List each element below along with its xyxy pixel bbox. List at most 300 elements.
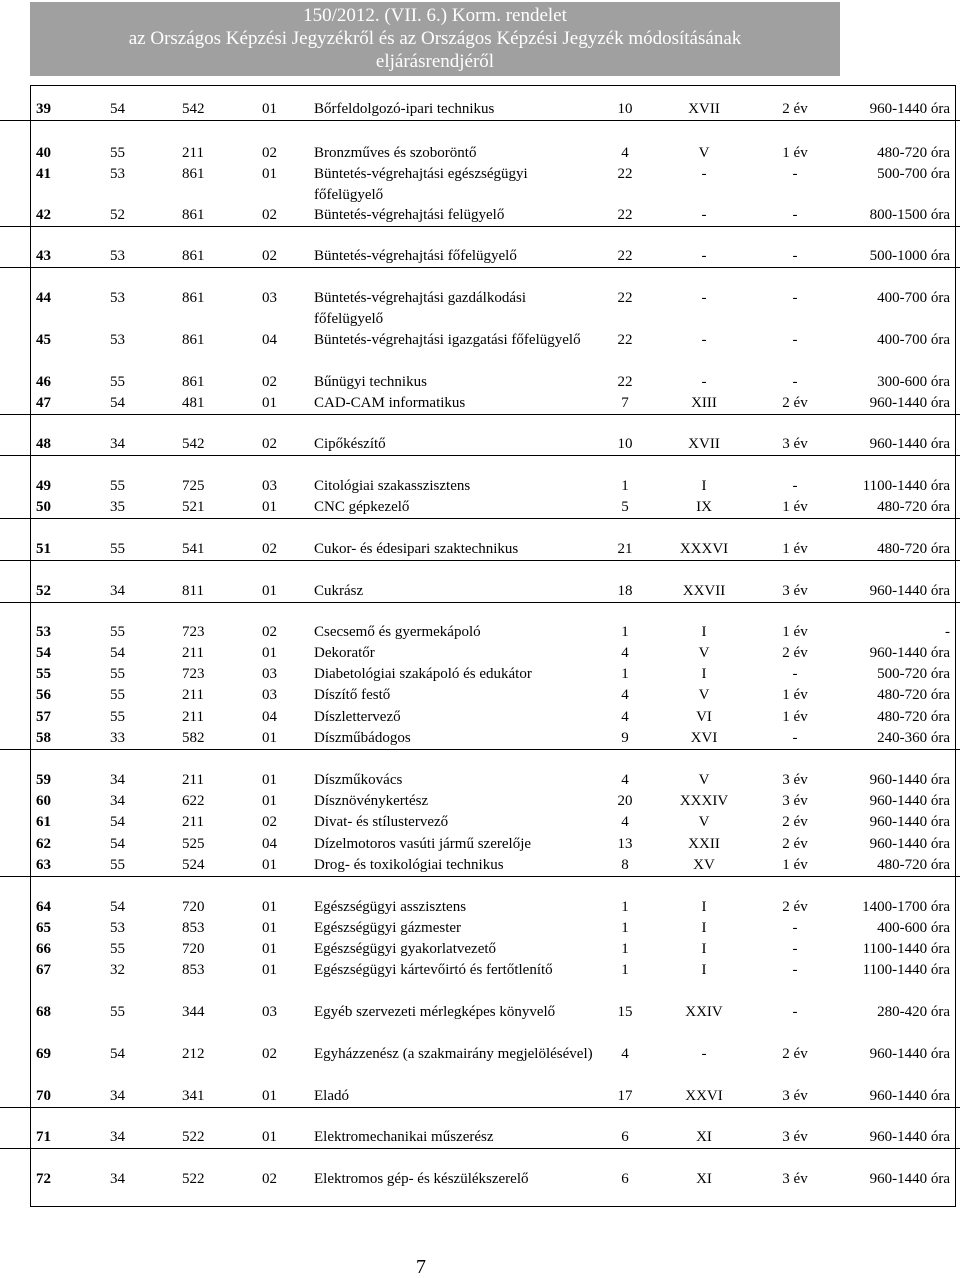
sector-number: 4: [621, 145, 629, 161]
duration-years: 1 év: [782, 541, 808, 557]
code-part-2: 481: [182, 395, 205, 411]
code-part-3: 03: [262, 478, 277, 494]
roman-group: I: [701, 962, 707, 978]
code-part-1: 55: [110, 1004, 125, 1020]
code-part-3: 04: [262, 709, 277, 725]
code-part-2: 723: [182, 624, 205, 640]
row-number: 43: [36, 248, 51, 264]
code-part-3: 04: [262, 836, 277, 852]
roman-group: I: [701, 899, 707, 915]
table-row: [0, 939, 960, 960]
row-number: 51: [36, 541, 51, 557]
qualification-name: Egészségügyi kártevőirtó és fertőtlenítő: [314, 962, 553, 978]
code-part-3: 01: [262, 101, 277, 117]
qualification-name: Díszlettervező: [314, 709, 401, 725]
roman-group: IX: [696, 499, 712, 515]
code-part-3: 02: [262, 145, 277, 161]
qualification-name: Dísznövénykertész: [314, 793, 429, 809]
row-number: 72: [36, 1171, 51, 1187]
qualification-name: Bronzműves és szoboröntő: [314, 145, 477, 161]
code-part-1: 34: [110, 436, 125, 452]
code-part-2: 542: [182, 436, 205, 452]
duration-years: -: [792, 374, 798, 390]
code-part-1: 52: [110, 207, 125, 223]
duration-years: -: [792, 666, 798, 682]
duration-hours: 1100-1440 óra: [862, 478, 950, 494]
code-part-2: 811: [182, 583, 204, 599]
code-part-2: 525: [182, 836, 205, 852]
code-part-3: 02: [262, 1171, 277, 1187]
code-part-1: 54: [110, 836, 125, 852]
code-part-3: 02: [262, 624, 277, 640]
qualification-name: CNC gépkezelő: [314, 499, 410, 515]
sector-number: 8: [621, 857, 629, 873]
row-number: 44: [36, 290, 51, 306]
code-part-2: 723: [182, 666, 205, 682]
code-part-1: 55: [110, 374, 125, 390]
row-number: 62: [36, 836, 51, 852]
header-title-line2: az Országos Képzési Jegyzékről és az Országos Képzési Jegyzék módosításának: [128, 28, 742, 49]
sector-number: 4: [621, 687, 629, 703]
code-part-1: 34: [110, 583, 125, 599]
code-part-3: 03: [262, 290, 277, 306]
table-row: [0, 143, 960, 164]
duration-years: 3 év: [782, 1129, 808, 1145]
qualification-name: Büntetés-végrehajtási gazdálkodási főfelügyelő: [314, 290, 527, 327]
duration-years: 2 év: [782, 395, 808, 411]
code-part-3: 02: [262, 248, 277, 264]
sector-number: 6: [621, 1129, 629, 1145]
row-number: 69: [36, 1046, 51, 1062]
code-part-3: 01: [262, 645, 277, 661]
code-part-2: 522: [182, 1171, 205, 1187]
row-number: 55: [36, 666, 51, 682]
roman-group: XVI: [690, 730, 718, 746]
qualification-name: Egészségügyi asszisztens: [314, 899, 467, 915]
roman-group: XXVII: [682, 583, 726, 599]
duration-hours: 960-1440 óra: [869, 1171, 950, 1187]
table-row: [0, 393, 960, 415]
duration-years: 1 év: [782, 687, 808, 703]
row-number: 58: [36, 730, 51, 746]
code-part-3: 02: [262, 814, 277, 830]
sector-number: 1: [621, 478, 629, 494]
row-number: 60: [36, 793, 51, 809]
code-part-1: 54: [110, 1046, 125, 1062]
code-part-1: 34: [110, 1088, 125, 1104]
duration-years: -: [792, 941, 798, 957]
code-part-3: 03: [262, 666, 277, 682]
roman-group: -: [701, 1046, 707, 1062]
code-part-2: 725: [182, 478, 205, 494]
code-part-2: 542: [182, 101, 205, 117]
duration-hours: 1100-1440 óra: [862, 962, 950, 978]
row-number: 54: [36, 645, 51, 661]
duration-years: 3 év: [782, 436, 808, 452]
header-title-line1: 150/2012. (VII. 6.) Korm. rendelet: [303, 5, 567, 26]
roman-group: -: [701, 374, 707, 390]
code-part-1: 55: [110, 624, 125, 640]
sector-number: 22: [617, 207, 633, 223]
row-number: 48: [36, 436, 51, 452]
duration-hours: -: [945, 624, 950, 640]
roman-group: -: [701, 248, 707, 264]
code-part-2: 521: [182, 499, 205, 515]
duration-hours: 400-600 óra: [877, 920, 950, 936]
code-part-1: 55: [110, 478, 125, 494]
table-row: [0, 539, 960, 561]
code-part-3: 02: [262, 207, 277, 223]
code-part-2: 861: [182, 248, 205, 264]
code-part-3: 01: [262, 1088, 277, 1104]
code-part-3: 01: [262, 962, 277, 978]
qualification-name: Bőrfeldolgozó-ipari technikus: [314, 101, 495, 117]
duration-years: 1 év: [782, 624, 808, 640]
duration-years: 3 év: [782, 583, 808, 599]
qualification-name: Dízelmotoros vasúti jármű szerelője: [314, 836, 532, 852]
sector-number: 1: [621, 899, 629, 915]
code-part-2: 861: [182, 290, 205, 306]
sector-number: 15: [617, 1004, 633, 1020]
duration-hours: 960-1440 óra: [869, 395, 950, 411]
sector-number: 13: [617, 836, 633, 852]
code-part-3: 02: [262, 541, 277, 557]
code-part-3: 01: [262, 941, 277, 957]
code-part-1: 55: [110, 687, 125, 703]
code-part-1: 55: [110, 709, 125, 725]
roman-group: XI: [696, 1171, 712, 1187]
duration-years: -: [792, 332, 798, 348]
duration-years: -: [792, 248, 798, 264]
sector-number: 22: [617, 290, 633, 306]
duration-years: 3 év: [782, 793, 808, 809]
table-row: [0, 728, 960, 750]
row-number: 42: [36, 207, 51, 223]
table-row: [0, 834, 960, 855]
qualification-name: CAD-CAM informatikus: [314, 395, 466, 411]
code-part-1: 53: [110, 166, 125, 182]
code-part-2: 861: [182, 207, 205, 223]
qualification-name: Diabetológiai szakápoló és edukátor: [314, 666, 532, 682]
row-number: 66: [36, 941, 51, 957]
duration-years: 1 év: [782, 499, 808, 515]
code-part-1: 53: [110, 920, 125, 936]
duration-hours: 960-1440 óra: [869, 645, 950, 661]
duration-years: 2 év: [782, 814, 808, 830]
roman-group: I: [701, 666, 707, 682]
duration-hours: 480-720 óra: [877, 709, 950, 725]
code-part-1: 53: [110, 248, 125, 264]
sector-number: 1: [621, 624, 629, 640]
duration-years: 1 év: [782, 709, 808, 725]
row-number: 47: [36, 395, 51, 411]
qualification-name: Drog- és toxikológiai technikus: [314, 857, 504, 873]
roman-group: XXIV: [685, 1004, 723, 1020]
code-part-3: 01: [262, 899, 277, 915]
table-row: [0, 581, 960, 603]
duration-hours: 960-1440 óra: [869, 436, 950, 452]
duration-years: 1 év: [782, 857, 808, 873]
qualification-name: Csecsemő és gyermekápoló: [314, 624, 481, 640]
table-row: [0, 372, 960, 393]
sector-number: 5: [621, 499, 629, 515]
duration-years: 2 év: [782, 899, 808, 915]
roman-group: XXXVI: [679, 541, 729, 557]
sector-number: 22: [617, 332, 633, 348]
sector-number: 1: [621, 962, 629, 978]
row-number: 39: [36, 101, 51, 117]
roman-group: -: [701, 332, 707, 348]
code-part-3: 03: [262, 1004, 277, 1020]
code-part-3: 02: [262, 436, 277, 452]
duration-years: -: [792, 207, 798, 223]
sector-number: 1: [621, 941, 629, 957]
duration-hours: 480-720 óra: [877, 145, 950, 161]
table-row: [0, 246, 960, 268]
qualification-name: Cipőkészítő: [314, 436, 386, 452]
duration-years: -: [792, 478, 798, 494]
table-row: [0, 622, 960, 643]
duration-hours: 1400-1700 óra: [862, 899, 950, 915]
table-row: [0, 812, 960, 833]
sector-number: 4: [621, 645, 629, 661]
table-row: [0, 685, 960, 706]
code-part-2: 582: [182, 730, 205, 746]
qualification-name: Cukrász: [314, 583, 364, 599]
code-part-3: 01: [262, 772, 277, 788]
qualification-name: Citológiai szakasszisztens: [314, 478, 471, 494]
table-row: [0, 707, 960, 728]
duration-hours: 960-1440 óra: [869, 1046, 950, 1062]
table-row: [0, 1002, 960, 1044]
duration-hours: 480-720 óra: [877, 857, 950, 873]
qualification-name: Büntetés-végrehajtási egészségügyi főfelügyelő: [314, 166, 528, 203]
row-number: 70: [36, 1088, 51, 1104]
code-part-1: 34: [110, 772, 125, 788]
table-row: [0, 1044, 960, 1086]
table-row: [0, 1169, 960, 1190]
qualification-name: Egészségügyi gyakorlatvezető: [314, 941, 497, 957]
code-part-2: 524: [182, 857, 205, 873]
code-part-1: 53: [110, 290, 125, 306]
row-number: 64: [36, 899, 51, 915]
qualification-name: Büntetés-végrehajtási főfelügyelő: [314, 248, 517, 264]
roman-group: I: [701, 478, 707, 494]
qualification-name: Bűnügyi technikus: [314, 374, 427, 390]
roman-group: XVII: [688, 101, 720, 117]
sector-number: 7: [621, 395, 629, 411]
table-row: [0, 434, 960, 456]
code-part-2: 522: [182, 1129, 205, 1145]
roman-group: V: [698, 645, 710, 661]
qualification-name: Eladó: [314, 1088, 349, 1104]
table-row: [0, 1086, 960, 1108]
page-number: 7: [416, 1256, 426, 1278]
row-number: 71: [36, 1129, 51, 1145]
duration-years: 3 év: [782, 1088, 808, 1104]
duration-hours: 960-1440 óra: [869, 1088, 950, 1104]
duration-hours: 960-1440 óra: [869, 814, 950, 830]
table-row: [0, 918, 960, 939]
row-number: 61: [36, 814, 51, 830]
table-row: [0, 99, 960, 121]
sector-number: 20: [617, 793, 633, 809]
code-part-2: 211: [182, 687, 204, 703]
qualification-name: Egyházzenész (a szakmairány megjelölésével): [314, 1046, 593, 1062]
code-part-3: 02: [262, 374, 277, 390]
duration-years: -: [792, 166, 798, 182]
row-number: 53: [36, 624, 51, 640]
roman-group: XXVI: [685, 1088, 723, 1104]
roman-group: XXXIV: [679, 793, 729, 809]
table-row: [0, 497, 960, 519]
code-part-2: 211: [182, 814, 204, 830]
roman-group: XXII: [688, 836, 720, 852]
code-part-2: 541: [182, 541, 205, 557]
row-number: 59: [36, 772, 51, 788]
code-part-1: 32: [110, 962, 125, 978]
code-part-1: 34: [110, 1129, 125, 1145]
sector-number: 17: [617, 1088, 633, 1104]
sector-number: 21: [617, 541, 633, 557]
duration-hours: 960-1440 óra: [869, 772, 950, 788]
code-part-1: 54: [110, 645, 125, 661]
duration-hours: 960-1440 óra: [869, 101, 950, 117]
duration-years: -: [792, 290, 798, 306]
sector-number: 22: [617, 374, 633, 390]
code-part-3: 03: [262, 687, 277, 703]
qualification-name: Díszműbádogos: [314, 730, 411, 746]
duration-years: 2 év: [782, 836, 808, 852]
code-part-3: 04: [262, 332, 277, 348]
table-row: [0, 1127, 960, 1149]
sector-number: 4: [621, 814, 629, 830]
row-number: 57: [36, 709, 51, 725]
code-part-3: 01: [262, 920, 277, 936]
duration-hours: 1100-1440 óra: [862, 941, 950, 957]
duration-years: 2 év: [782, 101, 808, 117]
duration-hours: 960-1440 óra: [869, 793, 950, 809]
duration-hours: 400-700 óra: [877, 290, 950, 306]
sector-number: 22: [617, 166, 633, 182]
duration-years: 3 év: [782, 1171, 808, 1187]
table-row: [0, 897, 960, 918]
code-part-1: 34: [110, 793, 125, 809]
sector-number: 1: [621, 666, 629, 682]
duration-hours: 960-1440 óra: [869, 1129, 950, 1145]
roman-group: -: [701, 290, 707, 306]
code-part-2: 211: [182, 145, 204, 161]
qualification-name: Dekoratőr: [314, 645, 375, 661]
roman-group: -: [701, 166, 707, 182]
row-number: 49: [36, 478, 51, 494]
row-number: 41: [36, 166, 51, 182]
code-part-3: 01: [262, 166, 277, 182]
code-part-1: 53: [110, 332, 125, 348]
code-part-1: 54: [110, 899, 125, 915]
duration-hours: 240-360 óra: [877, 730, 950, 746]
duration-hours: 800-1500 óra: [869, 207, 950, 223]
duration-hours: 400-700 óra: [877, 332, 950, 348]
row-number: 45: [36, 332, 51, 348]
qualification-name: Díszítő festő: [314, 687, 391, 703]
qualification-name: Elektromos gép- és készülékszerelő: [314, 1171, 529, 1187]
duration-years: -: [792, 920, 798, 936]
sector-number: 10: [617, 101, 633, 117]
code-part-2: 341: [182, 1088, 205, 1104]
duration-years: 1 év: [782, 145, 808, 161]
code-part-2: 853: [182, 920, 205, 936]
row-number: 40: [36, 145, 51, 161]
qualification-name: Büntetés-végrehajtási igazgatási főfelügyelő: [314, 332, 581, 348]
table-row: [0, 960, 960, 1002]
code-part-1: 34: [110, 1171, 125, 1187]
code-part-3: 01: [262, 395, 277, 411]
sector-number: 22: [617, 248, 633, 264]
qualification-name: Cukor- és édesipari szaktechnikus: [314, 541, 519, 557]
code-part-3: 02: [262, 1046, 277, 1062]
code-part-2: 720: [182, 941, 205, 957]
duration-years: -: [792, 1004, 798, 1020]
table-row: [0, 791, 960, 812]
table-row: [0, 288, 960, 330]
table-row: [0, 664, 960, 685]
code-part-1: 33: [110, 730, 125, 746]
code-part-1: 54: [110, 814, 125, 830]
code-part-3: 01: [262, 857, 277, 873]
row-number: 67: [36, 962, 51, 978]
roman-group: I: [701, 920, 707, 936]
code-part-2: 211: [182, 709, 204, 725]
qualification-name: Elektromechanikai műszerész: [314, 1129, 494, 1145]
code-part-2: 344: [182, 1004, 205, 1020]
roman-group: XIII: [691, 395, 717, 411]
code-part-2: 861: [182, 332, 205, 348]
row-number: 56: [36, 687, 51, 703]
roman-group: V: [698, 772, 710, 788]
code-part-1: 55: [110, 666, 125, 682]
roman-group: XVII: [688, 436, 720, 452]
row-number: 46: [36, 374, 51, 390]
sector-number: 4: [621, 709, 629, 725]
code-part-1: 55: [110, 941, 125, 957]
roman-group: XI: [696, 1129, 712, 1145]
code-part-2: 211: [182, 772, 204, 788]
sector-number: 6: [621, 1171, 629, 1187]
code-part-2: 622: [182, 793, 205, 809]
duration-hours: 280-420 óra: [877, 1004, 950, 1020]
qualification-name: Díszműkovács: [314, 772, 403, 788]
duration-hours: 480-720 óra: [877, 687, 950, 703]
code-part-1: 55: [110, 145, 125, 161]
sector-number: 9: [621, 730, 629, 746]
duration-hours: 300-600 óra: [877, 374, 950, 390]
duration-years: 3 év: [782, 772, 808, 788]
sector-number: 10: [617, 436, 633, 452]
roman-group: I: [701, 624, 707, 640]
row-number: 65: [36, 920, 51, 936]
sector-number: 18: [617, 583, 633, 599]
duration-hours: 500-700 óra: [877, 166, 950, 182]
roman-group: I: [701, 941, 707, 957]
duration-hours: 480-720 óra: [877, 541, 950, 557]
code-part-1: 55: [110, 541, 125, 557]
code-part-3: 01: [262, 730, 277, 746]
table-row: [0, 855, 960, 877]
code-part-2: 861: [182, 374, 205, 390]
roman-group: VI: [696, 709, 712, 725]
table-row: [0, 643, 960, 664]
